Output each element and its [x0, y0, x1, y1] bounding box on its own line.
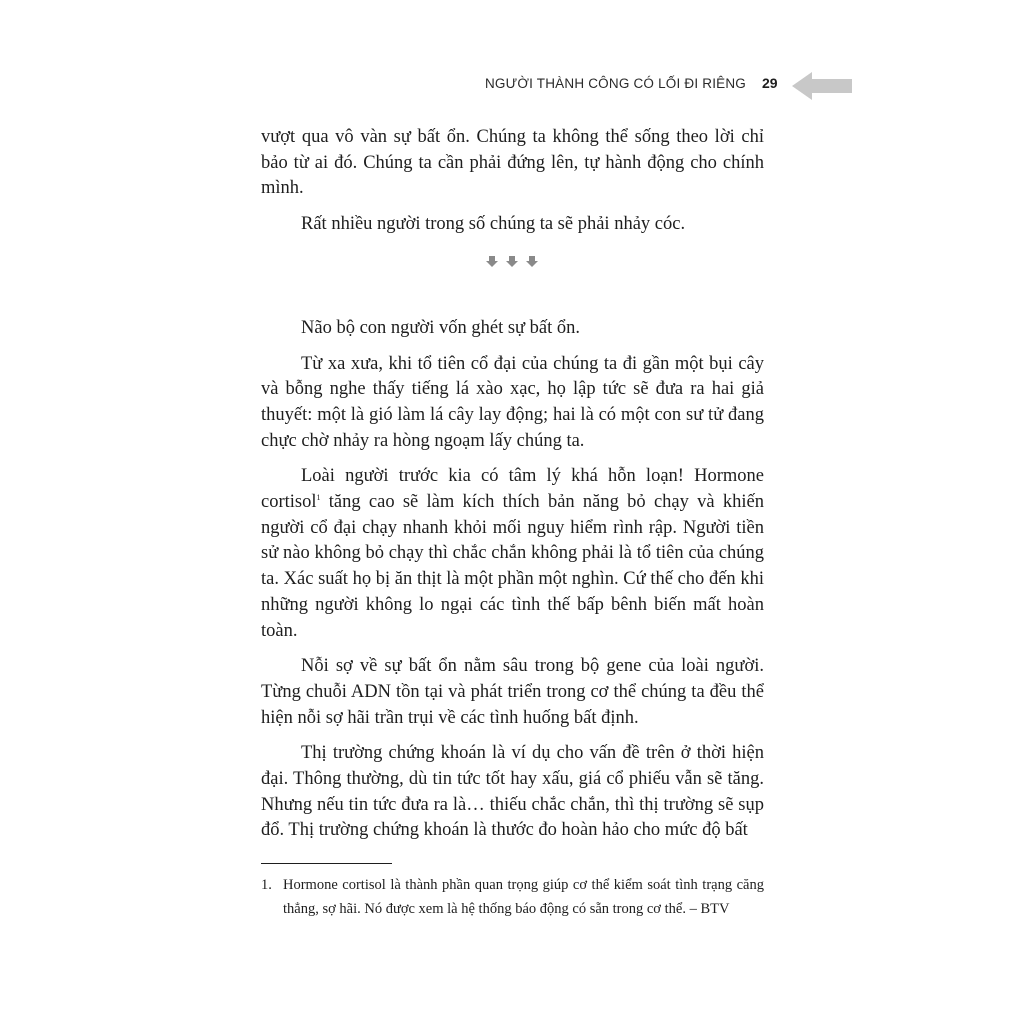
paragraph: [261, 464, 764, 644]
paragraph: Từ xa xưa, khi tổ tiên cổ đại của chúng ta đi gần một bụi cây và bỗng nghe thấy tiếng lá xào xạc, họ lập tức sẽ đưa ra hai giả thuyết: một là gió làm lá cây lay động; hai là có một con sư tử đang chực chờ nhảy ra hòng ngoạm lấy chúng ta.: [261, 353, 764, 451]
paragraph: Nỗi sợ về sự bất ổn nằm sâu trong bộ gene của loài người. Từng chuỗi ADN tồn tại và phát triển trong cơ thể chúng ta đều thể hiện nỗi sợ hãi trần trụi về các tình huống bất định.: [261, 656, 764, 728]
paragraph-continued: vượt qua vô vàn sự bất ổn. Chúng ta không thể sống theo lời chỉ bảo từ ai đó. Chúng ta cần phải đứng lên, tự hành động cho chính mình.: [261, 127, 764, 199]
section-break: [261, 252, 764, 282]
paragraph: Não bộ con người vốn ghét sự bất ổn.: [301, 317, 581, 338]
left-arrow-icon: [792, 72, 852, 100]
paragraph: Rất nhiều người trong số chúng ta sẽ phải nhảy cóc.: [301, 214, 686, 235]
footnote: [261, 874, 764, 921]
footnote-text: Hormone cortisol là thành phần quan trọng giúp cơ thể kiểm soát tình trạng căng thẳng, sợ hãi. Nó được xem là hệ thống báo động có sẵn trong cơ thể. – BTV: [283, 877, 764, 917]
main-text: [261, 125, 764, 854]
running-header: [480, 72, 860, 100]
section-break-arrows-icon: [485, 255, 541, 269]
paragraph-text: tăng cao sẽ làm kích thích bản năng bỏ chạy và khiến người cổ đại chạy nhanh khỏi mối nguy hiểm rình rập. Người tiền sử nào không bỏ chạy thì chắc chắn không phải là tổ tiên của chúng ta. Xác suất họ bị ăn thịt là một phần một nghìn. Cứ thế cho đến khi những người không lo ngại các tình thế bấp bênh biến mất hoàn toàn.: [261, 492, 764, 641]
paragraph-text: Loài người trước kia có tâm lý khá hỗn loạn! Hormone cortisol: [261, 466, 764, 513]
footnote-number: 1.: [261, 877, 272, 893]
page-number: 29: [762, 75, 778, 91]
footnote-divider: [261, 863, 392, 864]
footnote-reference: 1: [316, 492, 321, 502]
paragraph: Thị trường chứng khoán là ví dụ cho vấn đề trên ở thời hiện đại. Thông thường, dù tin tức tốt hay xấu, giá cổ phiếu vẫn sẽ tăng. Nhưng nếu tin tức đưa ra là… thiếu chắc chắn, thì thị trường sẽ sụp đổ. Thị trường chứng khoán là thước đo hoàn hảo cho mức độ bất: [261, 743, 764, 841]
book-title: NGƯỜI THÀNH CÔNG CÓ LỐI ĐI RIÊNG: [484, 76, 746, 91]
